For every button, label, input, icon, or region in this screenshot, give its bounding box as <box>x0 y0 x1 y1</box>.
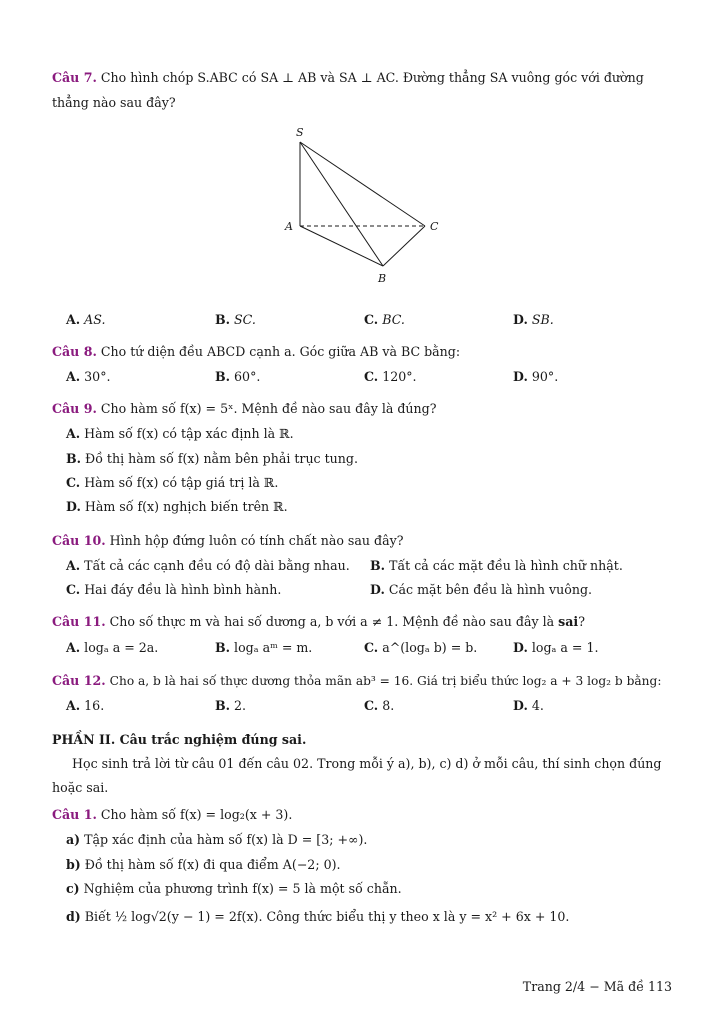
q11-stem-post: ? <box>578 614 585 629</box>
p2q1-item-a[interactable]: a) Tập xác định của hàm số f(x) là D = [3; +∞). <box>66 832 368 847</box>
q7-option-a[interactable]: A. AS. <box>66 312 106 327</box>
q10-option-d[interactable]: D. Các mặt bên đều là hình vuông. <box>370 582 593 597</box>
q8-option-c[interactable]: C. 120°. <box>364 369 417 384</box>
part2-instruction-line2: hoặc sai. <box>52 780 109 795</box>
q11-option-b[interactable]: B. logₐ aᵐ = m. <box>215 640 313 655</box>
q7-option-d[interactable]: D. SB. <box>513 312 554 327</box>
q9-stem: Cho hàm số f(x) = 5ˣ. Mệnh đề nào sau đây là đúng? <box>100 401 437 416</box>
vertex-c-label: C <box>430 220 439 233</box>
q11-stem-pre: Cho số thực m và hai số dương a, b với a ≠ 1. Mệnh đề nào sau đây là <box>109 614 555 629</box>
q8-option-b[interactable]: B. 60°. <box>215 369 261 384</box>
q12-option-a[interactable]: A. 16. <box>66 698 105 713</box>
q9-option-b[interactable]: B. Đồ thị hàm số f(x) nằm bên phải trục tung. <box>66 451 358 466</box>
q9-label: Câu 9. <box>52 401 97 416</box>
q11-option-d[interactable]: D. logₐ a = 1. <box>513 640 599 655</box>
q11-option-c[interactable]: C. a^(logₐ b) = b. <box>364 640 478 655</box>
q8-option-a[interactable]: A. 30°. <box>66 369 111 384</box>
edge-sb <box>300 142 383 266</box>
q11-stem-bold: sai <box>558 614 579 629</box>
q7-pyramid-figure <box>270 120 470 290</box>
q12-option-d[interactable]: D. 4. <box>513 698 544 713</box>
q10-option-a[interactable]: A. Tất cả các cạnh đều có độ dài bằng nhau. <box>66 558 350 573</box>
q9-option-c[interactable]: C. Hàm số f(x) có tập giá trị là ℝ. <box>66 475 279 490</box>
q12-stem: Cho a, b là hai số thực dương thỏa mãn ab³ = 16. Giá trị biểu thức log₂ a + 3 log₂ b bằng: <box>109 674 662 688</box>
p2q1-item-b[interactable]: b) Đồ thị hàm số f(x) đi qua điểm A(−2; 0). <box>66 857 341 872</box>
p2q1-label: Câu 1. <box>52 807 97 822</box>
q12-option-c[interactable]: C. 8. <box>364 698 395 713</box>
q12-option-b[interactable]: B. 2. <box>215 698 247 713</box>
edge-sc <box>300 142 425 226</box>
p2q1-item-d[interactable]: d) Biết ½ log√2(y − 1) = 2f(x). Công thức biểu thị y theo x là y = x² + 6x + 10. <box>66 909 570 924</box>
q12-line <box>52 673 661 689</box>
q8-line <box>52 344 460 360</box>
q8-label: Câu 8. <box>52 344 97 359</box>
q11-option-a[interactable]: A. logₐ a = 2a. <box>66 640 159 655</box>
q11-label: Câu 11. <box>52 614 106 629</box>
q9-line <box>52 401 436 417</box>
part2-instruction-line1: Học sinh trả lời từ câu 01 đến câu 02. Trong mỗi ý a), b), c) d) ở mỗi câu, thí sinh chọn đúng <box>72 756 662 771</box>
q10-line <box>52 533 403 549</box>
q7-line1 <box>52 70 644 86</box>
q7-stem-line1: Cho hình chóp S.ABC có SA ⊥ AB và SA ⊥ AC. Đường thẳng SA vuông góc với đường <box>100 70 644 85</box>
edge-ab <box>300 226 383 266</box>
q7-label: Câu 7. <box>52 70 97 85</box>
q8-option-d[interactable]: D. 90°. <box>513 369 559 384</box>
q7-option-b[interactable]: B. SC. <box>215 312 256 327</box>
q10-label: Câu 10. <box>52 533 106 548</box>
q12-label: Câu 12. <box>52 673 106 688</box>
q10-option-b[interactable]: B. Tất cả các mặt đều là hình chữ nhật. <box>370 558 623 573</box>
p2q1-item-c[interactable]: c) Nghiệm của phương trình f(x) = 5 là một số chẵn. <box>66 881 402 896</box>
q8-stem: Cho tứ diện đều ABCD cạnh a. Góc giữa AB và BC bằng: <box>100 344 461 359</box>
q10-stem: Hình hộp đứng luôn có tính chất nào sau đây? <box>109 533 404 548</box>
vertex-b-label: B <box>378 272 387 285</box>
q7-option-c[interactable]: C. BC. <box>364 312 405 327</box>
q9-option-a[interactable]: A. Hàm số f(x) có tập xác định là ℝ. <box>66 426 294 441</box>
edge-bc <box>383 226 425 266</box>
q10-option-c[interactable]: C. Hai đáy đều là hình bình hành. <box>66 582 282 597</box>
part2-heading: PHẦN II. Câu trắc nghiệm đúng sai. <box>52 732 307 747</box>
q7-stem-line2: thẳng nào sau đây? <box>52 95 176 110</box>
q9-option-d[interactable]: D. Hàm số f(x) nghịch biến trên ℝ. <box>66 499 288 514</box>
q11-line <box>52 614 585 630</box>
vertex-a-label: A <box>285 220 293 233</box>
p2q1-line <box>52 807 292 823</box>
vertex-s-label: S <box>296 126 304 139</box>
page-footer: Trang 2/4 − Mã đề 113 <box>522 979 672 994</box>
p2q1-stem: Cho hàm số f(x) = log₂(x + 3). <box>100 807 293 822</box>
